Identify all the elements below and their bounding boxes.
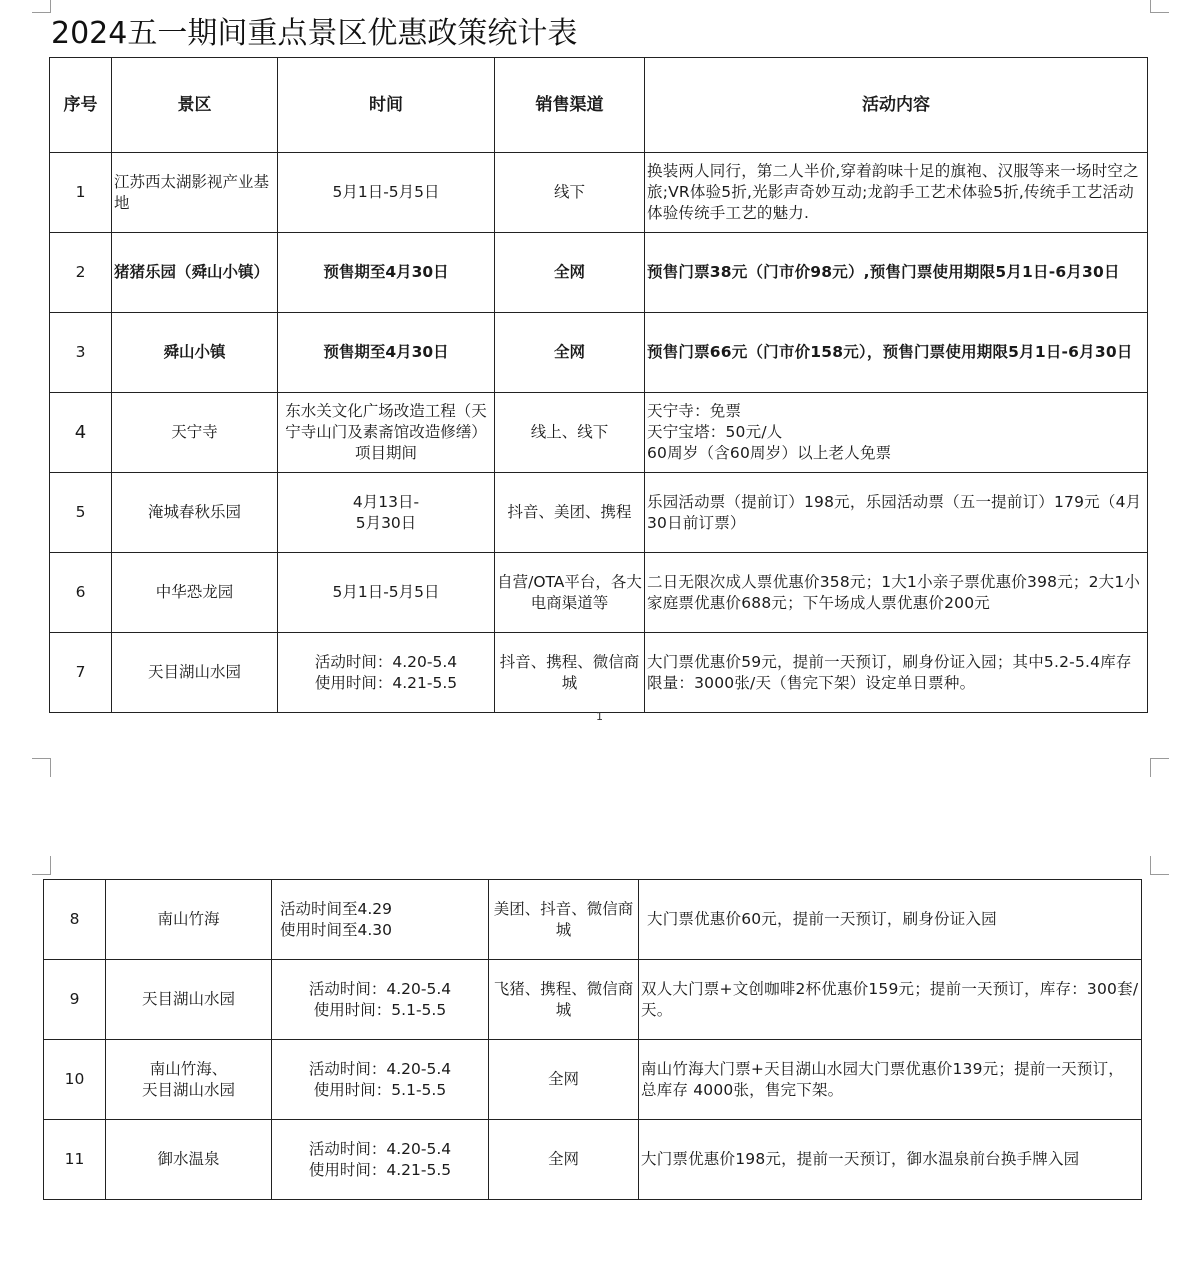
row-no: 10 xyxy=(44,1040,106,1120)
row-no: 6 xyxy=(50,553,112,633)
header-time: 时间 xyxy=(278,58,495,153)
table-row xyxy=(44,1040,1142,1120)
time-line: 活动时间：4.20-5.4 xyxy=(308,1139,452,1158)
row-channel: 全网 xyxy=(489,1120,639,1200)
row-content: 乐园活动票（提前订）198元，乐园活动票（五一提前订）179元（4月30日前订票） xyxy=(645,473,1148,553)
policy-table-page-2 xyxy=(43,879,1142,1200)
row-channel: 全网 xyxy=(495,313,645,393)
row-content: 大门票优惠价60元，提前一天预订，刷身份证入园 xyxy=(639,880,1142,960)
page-number: 1 xyxy=(596,710,603,723)
table-row xyxy=(50,153,1148,233)
time-line: 使用时间：4.21-5.5 xyxy=(314,673,458,692)
page-corner-mark xyxy=(32,758,51,777)
table-row xyxy=(44,1120,1142,1200)
content-line: 天宁寺：免票 xyxy=(647,402,742,420)
row-time: 5月1日-5月5日 xyxy=(278,153,495,233)
row-no: 8 xyxy=(44,880,106,960)
row-channel: 飞猪、携程、微信商城 xyxy=(489,960,639,1040)
time-line: 活动时间：4.20-5.4 xyxy=(314,652,458,671)
table-row xyxy=(50,553,1148,633)
site-line: 南山竹海、 xyxy=(149,1059,228,1078)
row-time: 预售期至4月30日 xyxy=(278,313,495,393)
row-content: 预售门票38元（门市价98元）,预售门票使用期限5月1日-6月30日 xyxy=(645,233,1148,313)
row-channel: 全网 xyxy=(489,1040,639,1120)
row-time: 东水关文化广场改造工程（天宁寺山门及素斋馆改造修缮）项目期间 xyxy=(278,393,495,473)
row-site: 御水温泉 xyxy=(106,1120,272,1200)
time-line: 5月30日 xyxy=(355,513,417,532)
time-line: 使用时间：5.1-5.5 xyxy=(313,1080,447,1099)
row-time xyxy=(272,880,489,960)
content-line: 天宁宝塔：50元/人 xyxy=(647,423,783,441)
row-site: 猪猪乐园（舜山小镇） xyxy=(112,233,278,313)
table-row xyxy=(44,880,1142,960)
row-channel: 抖音、美团、携程 xyxy=(495,473,645,553)
table-row xyxy=(50,313,1148,393)
row-no: 4 xyxy=(50,393,112,473)
time-line: 使用时间：5.1-5.5 xyxy=(313,1000,447,1019)
row-site: 舜山小镇 xyxy=(112,313,278,393)
time-line: 活动时间：4.20-5.4 xyxy=(308,1059,452,1078)
row-no: 5 xyxy=(50,473,112,553)
row-channel: 美团、抖音、微信商城 xyxy=(489,880,639,960)
row-no: 7 xyxy=(50,633,112,713)
row-content: 换装两人同行，第二人半价,穿着韵味十足的旗袍、汉服等来一场时空之旅;VR体验5折,光影声奇妙互动;龙韵手工艺术体验5折,传统手工艺活动体验传统手工艺的魅力. xyxy=(645,153,1148,233)
row-content: 大门票优惠价59元，提前一天预订，刷身份证入园；其中5.2-5.4库存限量：3000张/天（售完下架）设定单日票种。 xyxy=(645,633,1148,713)
row-no: 3 xyxy=(50,313,112,393)
header-no: 序号 xyxy=(50,58,112,153)
row-content: 预售门票66元（门市价158元），预售门票使用期限5月1日-6月30日 xyxy=(645,313,1148,393)
row-channel: 线下 xyxy=(495,153,645,233)
row-time xyxy=(272,1120,489,1200)
content-line: 60周岁（含60周岁）以上老人免票 xyxy=(647,444,892,462)
row-site: 中华恐龙园 xyxy=(112,553,278,633)
row-channel: 自营/OTA平台，各大电商渠道等 xyxy=(495,553,645,633)
header-site: 景区 xyxy=(112,58,278,153)
page-corner-mark xyxy=(32,856,51,875)
table-row xyxy=(50,393,1148,473)
table-row xyxy=(50,233,1148,313)
row-time xyxy=(272,960,489,1040)
row-no: 9 xyxy=(44,960,106,1040)
row-site: 天目湖山水园 xyxy=(106,960,272,1040)
row-time: 5月1日-5月5日 xyxy=(278,553,495,633)
page-corner-mark xyxy=(1150,758,1169,777)
row-site: 南山竹海 xyxy=(106,880,272,960)
page-corner-mark xyxy=(32,0,51,13)
page-corner-mark xyxy=(1150,0,1169,13)
row-content xyxy=(645,393,1148,473)
row-no: 1 xyxy=(50,153,112,233)
row-site: 天宁寺 xyxy=(112,393,278,473)
time-line: 使用时间至4.30 xyxy=(280,920,393,939)
row-time xyxy=(278,633,495,713)
row-site: 江苏西太湖影视产业基地 xyxy=(112,153,278,233)
row-content: 南山竹海大门票+天目湖山水园大门票优惠价139元；提前一天预订，总库存 4000张，售完下架。 xyxy=(639,1040,1142,1120)
table-row xyxy=(50,473,1148,553)
row-site xyxy=(106,1040,272,1120)
row-channel: 线上、线下 xyxy=(495,393,645,473)
row-content: 双人大门票+文创咖啡2杯优惠价159元；提前一天预订，库存：300套/天。 xyxy=(639,960,1142,1040)
row-time xyxy=(278,473,495,553)
header-content: 活动内容 xyxy=(645,58,1148,153)
time-line: 使用时间：4.21-5.5 xyxy=(308,1160,452,1179)
row-time xyxy=(272,1040,489,1120)
table-row xyxy=(50,633,1148,713)
site-line: 天目湖山水园 xyxy=(141,1080,235,1099)
table-row xyxy=(44,960,1142,1040)
page-corner-mark xyxy=(1150,856,1169,875)
table-header-row xyxy=(50,58,1148,153)
row-no: 11 xyxy=(44,1120,106,1200)
time-line: 活动时间至4.29 xyxy=(280,899,393,918)
policy-table-page-1 xyxy=(49,57,1148,713)
page-title: 2024五一期间重点景区优惠政策统计表 xyxy=(51,16,578,51)
header-channel: 销售渠道 xyxy=(495,58,645,153)
row-channel: 全网 xyxy=(495,233,645,313)
row-no: 2 xyxy=(50,233,112,313)
row-channel: 抖音、携程、微信商城 xyxy=(495,633,645,713)
row-site: 天目湖山水园 xyxy=(112,633,278,713)
row-time: 预售期至4月30日 xyxy=(278,233,495,313)
row-content: 二日无限次成人票优惠价358元；1大1小亲子票优惠价398元；2大1小家庭票优惠价688元；下午场成人票优惠价200元 xyxy=(645,553,1148,633)
row-content: 大门票优惠价198元，提前一天预订，御水温泉前台换手牌入园 xyxy=(639,1120,1142,1200)
time-line: 4月13日- xyxy=(352,492,420,511)
time-line: 活动时间：4.20-5.4 xyxy=(308,979,452,998)
row-site: 淹城春秋乐园 xyxy=(112,473,278,553)
